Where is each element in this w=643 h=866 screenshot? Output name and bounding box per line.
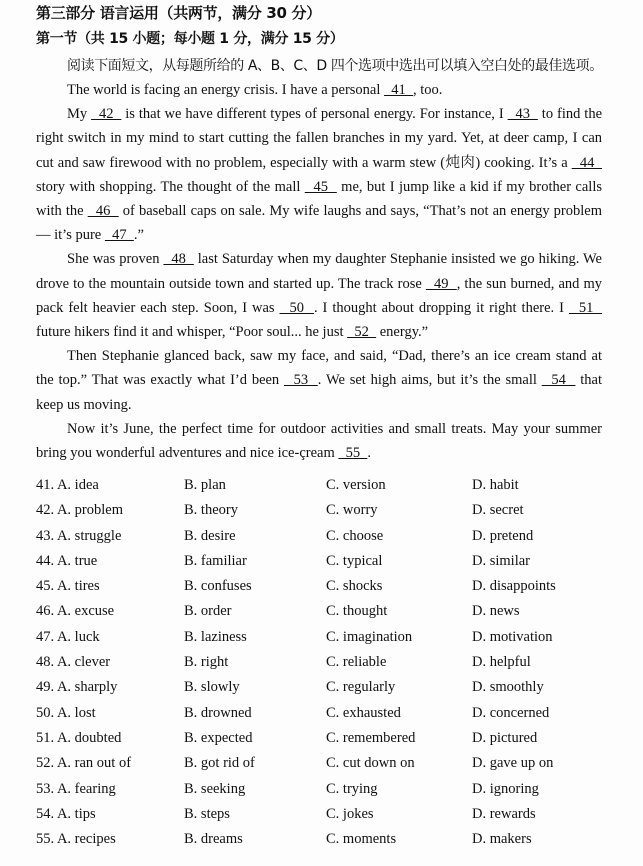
option-row [36, 730, 616, 755]
blank-54: 54 [541, 372, 576, 389]
option-a: 55. A. recipes [36, 831, 116, 848]
option-d: D. secret [472, 502, 524, 519]
option-c: C. worry [326, 502, 378, 519]
option-c: C. imagination [326, 628, 413, 645]
option-row [36, 679, 616, 704]
option-d: D. ignoring [472, 780, 539, 797]
option-d: D. concerned [472, 704, 550, 721]
blank-52: 52 [347, 324, 377, 341]
blank-45: 45 [304, 178, 337, 195]
option-c: C. exhausted [326, 704, 401, 721]
option-row [36, 502, 616, 527]
option-row [36, 629, 616, 654]
option-b: B. steps [184, 805, 230, 822]
option-d: D. habit [472, 477, 519, 493]
option-b: B. got rid of [184, 755, 255, 772]
option-row [36, 806, 616, 831]
option-row [36, 553, 616, 578]
option-d: D. makers [472, 831, 532, 848]
option-row [36, 781, 616, 806]
option-b: B. desire [184, 527, 236, 544]
option-d: D. pretend [472, 527, 534, 544]
option-a: 48. A. clever [36, 654, 111, 671]
option-row [36, 578, 616, 603]
passage-paragraph: She was proven 48 last Saturday when my daughter Stephanie insisted we go hiking. We drove to the mountain outside town and started up. The track rose 49 , the sun burned, and my pack felt heavier each step. Soon, I was 50 . I thought about dropping it right there. I 51 future hikers find it and whisper, “Poor soul... he just 52 energy.” [36, 251, 602, 341]
instruction: 阅读下面短文，从每题所给的 A、B、C、D 四个选项中选出可以填入空白处的最佳选项。 [67, 58, 603, 74]
option-d: D. news [472, 603, 520, 620]
option-a: 44. A. true [36, 552, 98, 569]
option-a: 53. A. fearing [36, 780, 116, 797]
option-a: 47. A. luck [36, 628, 100, 645]
option-c: C. typical [326, 552, 383, 569]
option-a: 41. A. idea [36, 477, 99, 493]
blank-43: 43 [507, 106, 538, 123]
option-d: D. helpful [472, 654, 531, 671]
option-d: D. rewards [472, 805, 536, 822]
option-b: B. theory [184, 502, 238, 519]
option-d: D. gave up on [472, 755, 554, 772]
option-a: 51. A. doubted [36, 729, 122, 746]
option-b: B. plan [184, 477, 226, 493]
option-c: C. thought [326, 603, 388, 620]
option-b: B. right [184, 654, 229, 671]
blank-49: 49 [425, 275, 457, 292]
blank-47: 47 [104, 227, 134, 244]
option-b: B. order [184, 603, 232, 620]
option-row [36, 654, 616, 679]
passage [36, 78, 602, 465]
options-list [36, 477, 616, 856]
option-a: 49. A. sharply [36, 679, 118, 696]
option-c: C. shocks [326, 578, 383, 595]
section-title: 第三部分 语言运用（共两节，满分 30 分） [36, 4, 321, 22]
option-a: 43. A. struggle [36, 527, 122, 544]
option-c: C. moments [326, 831, 397, 848]
option-c: C. reliable [326, 654, 387, 671]
option-b: B. slowly [184, 679, 240, 696]
blank-48: 48 [163, 251, 194, 268]
option-b: B. seeking [184, 780, 246, 797]
option-row [36, 477, 616, 502]
option-a: 54. A. tips [36, 805, 96, 822]
option-c: C. cut down on [326, 755, 415, 772]
option-d: D. similar [472, 552, 530, 569]
option-b: B. confuses [184, 578, 252, 595]
option-c: C. remembered [326, 729, 416, 746]
blank-50: 50 [279, 299, 314, 316]
option-d: D. disappoints [472, 578, 556, 595]
option-row [36, 705, 616, 730]
option-a: 50. A. lost [36, 704, 96, 721]
option-b: B. laziness [184, 628, 247, 645]
option-b: B. familiar [184, 552, 247, 569]
option-b: B. dreams [184, 831, 243, 848]
blank-51: 51 [568, 299, 602, 316]
option-b: B. expected [184, 729, 253, 746]
option-c: C. version [326, 477, 386, 493]
option-d: D. pictured [472, 729, 538, 746]
blank-42: 42 [91, 106, 122, 123]
option-c: C. trying [326, 780, 378, 797]
passage-paragraph: My 42 is that we have different types of personal energy. For instance, I 43 to find the right switch in my mind to start cutting the fallen branches in my yard. Yet, at deer camp, I can cut and saw firewood with no problem, especially with a warm stew (炖肉) cooking. It’s a 44 story with shopping. The thought of the mall 45 me, but I jump like a kid if my brother calls with the 46 of baseball caps on sale. My wife laughs and says, “That’s not an energy problem — it’s pure 47 .” [36, 106, 603, 244]
option-a: 42. A. problem [36, 502, 123, 519]
subsection-title: 第一节（共 15 小题；每小题 1 分，满分 15 分） [36, 31, 344, 47]
option-b: B. drowned [184, 704, 252, 721]
blank-41: 41 [384, 82, 414, 98]
option-d: D. smoothly [472, 679, 544, 696]
passage-paragraph: The world is facing an energy crisis. I have a personal 41 , too. [67, 82, 443, 98]
option-c: C. jokes [326, 805, 374, 822]
option-c: C. regularly [326, 679, 396, 696]
blank-55: 55 [338, 445, 368, 462]
option-d: D. motivation [472, 628, 553, 645]
option-row [36, 603, 616, 628]
option-row [36, 755, 616, 780]
passage-paragraph: Then Stephanie glanced back, saw my face, and said, “Dad, there’s an ice cream stand at the top.” That was exactly what I’d been 53 . We set high aims, but it’s the small 54 that keep us moving. [36, 348, 603, 413]
blank-44: 44 [571, 154, 602, 171]
option-a: 46. A. excuse [36, 603, 115, 620]
option-a: 45. A. tires [36, 578, 100, 595]
option-row [36, 831, 616, 856]
option-row [36, 528, 616, 553]
option-c: C. choose [326, 527, 384, 544]
option-a: 52. A. ran out of [36, 755, 132, 772]
blank-46: 46 [87, 203, 119, 220]
passage-paragraph: Now it’s June, the perfect time for outdoor activities and small treats. May your summer bring you wonderful adventures and nice ice-çream 55 . [36, 420, 602, 462]
blank-53: 53 [284, 372, 318, 389]
